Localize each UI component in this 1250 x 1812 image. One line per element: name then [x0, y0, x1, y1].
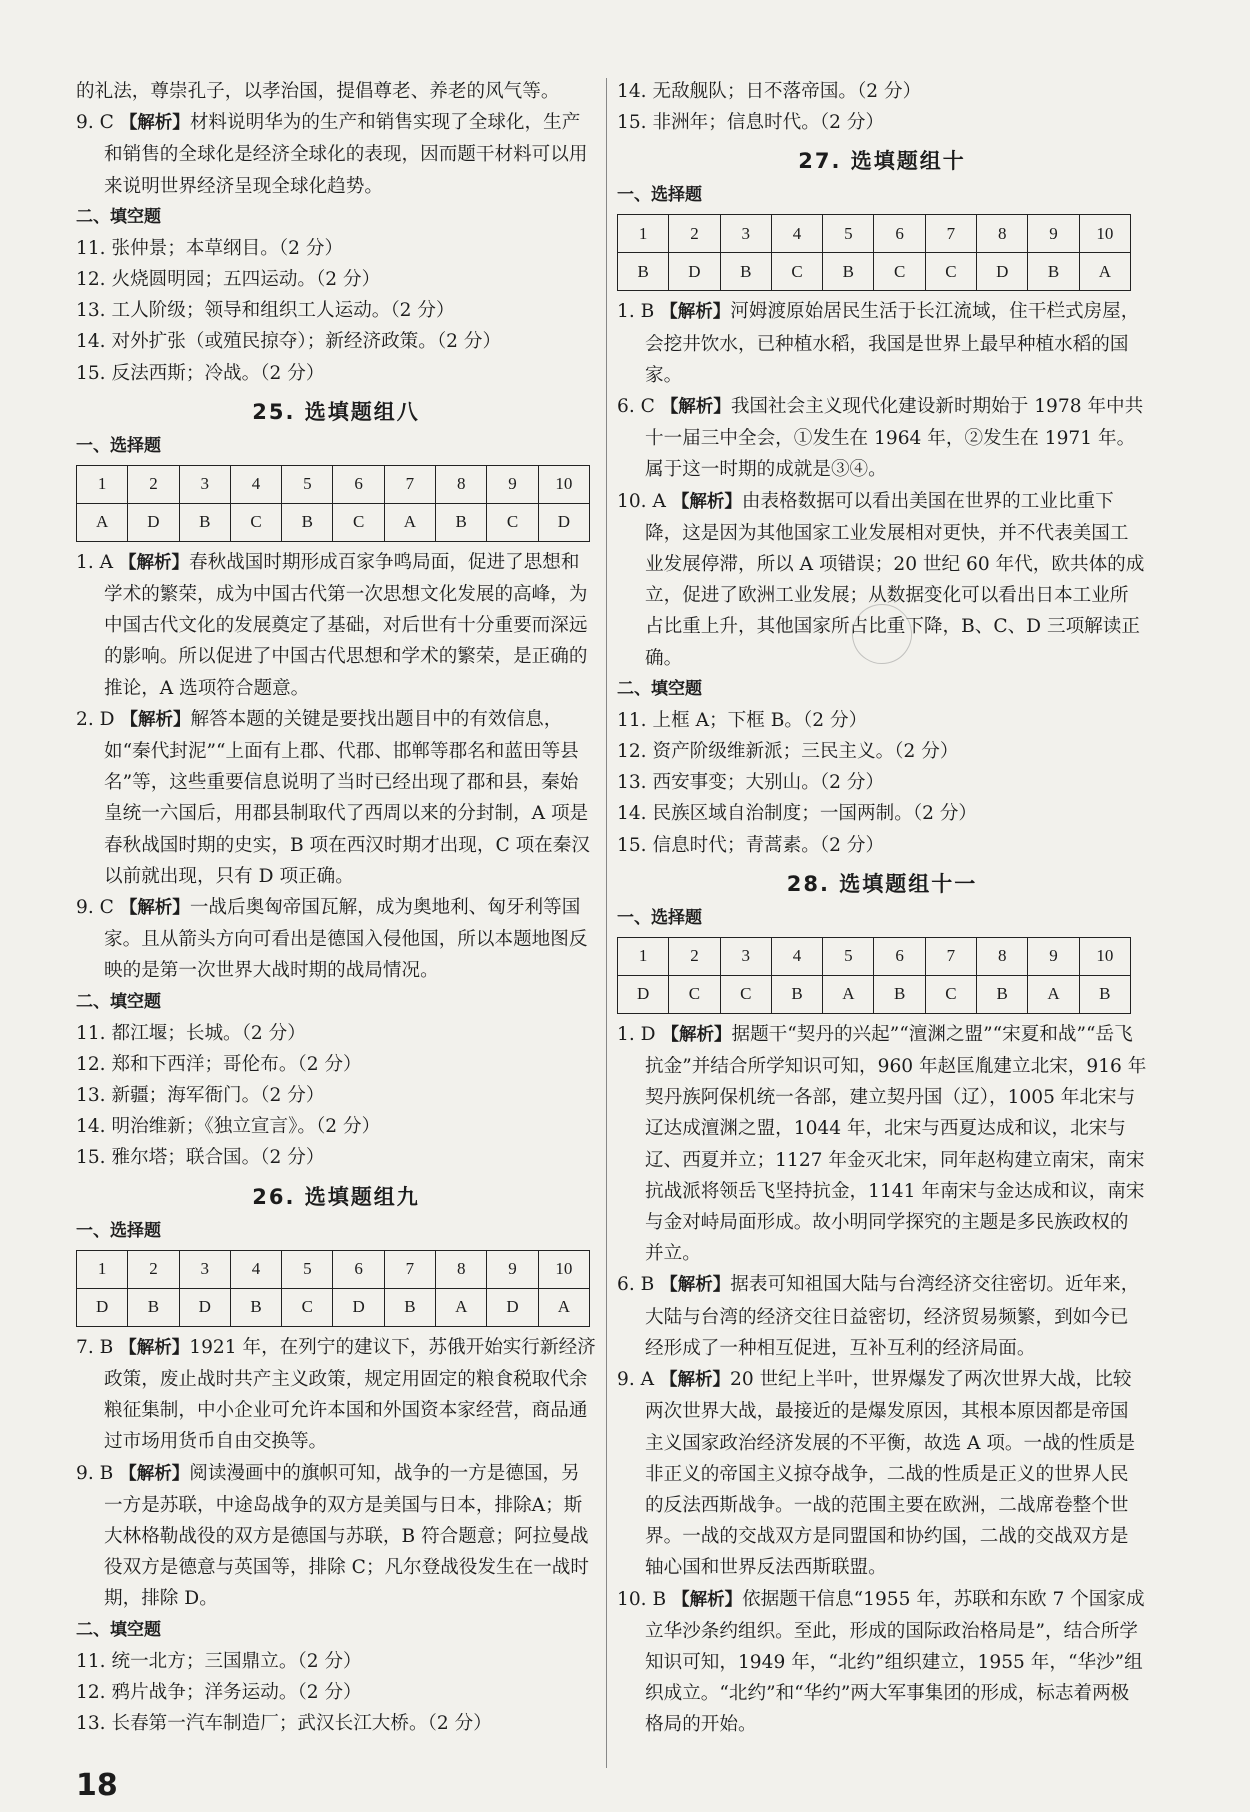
- table-cell: 1: [618, 937, 669, 975]
- fill-item: 15. 反法西斯；冷战。（2 分）: [76, 362, 325, 384]
- table-cell: 6: [874, 937, 925, 975]
- fill-item: 15. 非洲年；信息时代。（2 分）: [617, 112, 885, 134]
- table-cell: D: [128, 503, 179, 541]
- answer-explanation: 1. D 【解析】据题干“契丹的兴起”“澶渊之盟”“宋夏和战”“岳飞抗金”并结合所学知识可知，960 年赵匡胤建立北宋，916 年契丹族阿保机统一各部，建立契丹国（辽），1005 年北宋与辽达成澶渊之盟，1044 年，北宋与西夏达成和议，北宋与辽、西夏并立；1127 年金灭北宋，同年赵构建立南宋，南宋抗战派将领岳飞坚持抗金，1141 年南宋与金达成和议，南宋与金对峙局面形成。故小明同学探究的主题是多民族政权的并立。: [617, 1023, 1147, 1265]
- table-cell: 10: [1079, 937, 1130, 975]
- section-label: 二、填空题: [76, 206, 161, 227]
- fill-item: 12. 郑和下西洋；哥伦布。（2 分）: [76, 1053, 362, 1075]
- group-title: 26. 选填题组九: [252, 1184, 420, 1209]
- table-cell: 2: [669, 937, 720, 975]
- table-cell: B: [230, 1288, 281, 1326]
- table-cell: 2: [669, 215, 720, 253]
- group-title: 28. 选填题组十一: [786, 871, 978, 896]
- fill-list: [617, 76, 1147, 138]
- table-cell: 10: [538, 465, 589, 503]
- explanation-list: [76, 547, 596, 987]
- answer-explanation: 1. B 【解析】河姆渡原始居民生活于长江流域，住干栏式房屋，会挖井饮水，已种植水稻，我国是世界上最早种植水稻的国家。: [617, 301, 1140, 386]
- table-answer-row: [618, 975, 1131, 1013]
- fill-item: 14. 明治维新；《独立宣言》。（2 分）: [76, 1116, 381, 1138]
- table-cell: B: [720, 253, 771, 291]
- table-cell: D: [618, 975, 669, 1013]
- answer-explanation: 10. A 【解析】由表格数据可以看出美国在世界的工业比重下降，这是因为其他国家工业发展相对更快，并不代表美国工业发展停滞，所以 A 项错误；20 世纪 60 年代，欧共体的成立，促进了欧洲工业发展；从数据变化可以看出日本工业所占比重上升，其他国家所占比重下降，B、C、D 三项解读正确。: [617, 490, 1145, 669]
- table-cell: B: [874, 975, 925, 1013]
- table-cell: 4: [230, 465, 281, 503]
- fill-item: 12. 火烧圆明园；五四运动。（2 分）: [76, 269, 381, 291]
- answer-table: [76, 465, 590, 542]
- table-cell: C: [771, 253, 822, 291]
- section-label: 二、填空题: [76, 991, 161, 1012]
- answer-table: [617, 214, 1131, 291]
- table-answer-row: [77, 503, 590, 541]
- explanation-list: [76, 1332, 596, 1615]
- table-header-row: [618, 215, 1131, 253]
- fill-item: 12. 鸦片战争；洋务运动。（2 分）: [76, 1681, 362, 1703]
- table-cell: C: [669, 975, 720, 1013]
- answer-explanation: 9. B 【解析】阅读漫画中的旗帜可知，战争的一方是德国，另一方是苏联，中途岛战争的双方是美国与日本，排除A；斯大林格勒战役的双方是德国与苏联，B 符合题意；阿拉曼战役双方是德意与英国等，排除 C；凡尔登战役发生在一战时期，排除 D。: [76, 1462, 589, 1610]
- table-cell: B: [179, 503, 230, 541]
- answer-explanation: 7. B 【解析】1921 年，在列宁的建议下，苏俄开始实行新经济政策，废止战时共产主义政策，规定用固定的粮食税取代余粮征集制，中小企业可允许本国和外国资本家经营，商品通过市场用货币自由交换等。: [76, 1336, 596, 1453]
- answer-explanation: 6. B 【解析】据表可知祖国大陆与台湾经济交往密切。近年来，大陆与台湾的经济交往日益密切，经济贸易频繁，到如今已经形成了一种相互促进，互补互利的经济局面。: [617, 1274, 1140, 1359]
- section-label: 一、选择题: [76, 435, 161, 456]
- table-cell: B: [977, 975, 1028, 1013]
- table-cell: 1: [77, 1250, 128, 1288]
- table-cell: 5: [823, 937, 874, 975]
- table-cell: A: [384, 503, 435, 541]
- table-cell: 7: [925, 937, 976, 975]
- table-cell: 3: [720, 937, 771, 975]
- table-header-row: [618, 937, 1131, 975]
- answer-table: [76, 1250, 590, 1327]
- table-cell: B: [771, 975, 822, 1013]
- fill-item: 13. 西安事变；大别山。（2 分）: [617, 772, 885, 794]
- table-cell: 3: [179, 465, 230, 503]
- fill-item: 14. 无敌舰队；日不落帝国。（2 分）: [617, 81, 922, 102]
- section-label: 二、填空题: [76, 1619, 161, 1640]
- table-cell: A: [1079, 253, 1130, 291]
- table-cell: 5: [823, 215, 874, 253]
- table-cell: 9: [487, 1250, 538, 1288]
- fill-item: 12. 资产阶级维新派；三民主义。（2 分）: [617, 741, 959, 763]
- fill-item: 13. 新疆；海军衙门。（2 分）: [76, 1085, 325, 1107]
- fill-item: 13. 工人阶级；领导和组织工人运动。（2 分）: [76, 300, 455, 322]
- table-cell: C: [282, 1288, 333, 1326]
- fill-list: [76, 1646, 596, 1740]
- table-cell: 8: [977, 215, 1028, 253]
- table-answer-row: [618, 253, 1131, 291]
- table-cell: 8: [436, 1250, 487, 1288]
- page-number: 18: [76, 1768, 118, 1803]
- table-cell: C: [925, 975, 976, 1013]
- table-cell: 1: [77, 465, 128, 503]
- table-cell: B: [1079, 975, 1130, 1013]
- table-cell: 1: [618, 215, 669, 253]
- table-cell: 9: [1028, 937, 1079, 975]
- table-cell: 6: [333, 1250, 384, 1288]
- table-cell: B: [436, 503, 487, 541]
- table-cell: 6: [333, 465, 384, 503]
- column-divider: [606, 78, 607, 1768]
- right-column: [617, 76, 1147, 1741]
- fill-item: 15. 雅尔塔；联合国。（2 分）: [76, 1147, 325, 1169]
- table-cell: C: [925, 253, 976, 291]
- table-cell: A: [77, 503, 128, 541]
- fill-item: 11. 统一北方；三国鼎立。（2 分）: [76, 1650, 362, 1672]
- table-cell: C: [333, 503, 384, 541]
- group-title: 27. 选填题组十: [798, 149, 966, 174]
- table-cell: D: [77, 1288, 128, 1326]
- fill-list: [76, 233, 596, 389]
- table-cell: D: [669, 253, 720, 291]
- answer-explanation: 10. B 【解析】依据题干信息“1955 年，苏联和东欧 7 个国家成立华沙条约组织。至此，形成的国际政治格局是”，结合所学知识可知，1949 年，“北约”组织建立，1955 年，“华沙”组织成立。“北约”和“华约”两大军事集团的形成，标志着两极格局的开始。: [617, 1588, 1145, 1736]
- table-cell: 9: [487, 465, 538, 503]
- table-cell: D: [333, 1288, 384, 1326]
- section-label: 一、选择题: [617, 185, 702, 206]
- table-cell: 7: [384, 465, 435, 503]
- answer-explanation: 1. A 【解析】春秋战国时期形成百家争鸣局面，促进了思想和学术的繁荣，成为中国古代第一次思想文化发展的高峰，为中国古代文化的发展奠定了基础，对后世有十分重要而深远的影响。所以促进了中国古代思想和学术的繁荣，是正确的推论，A 选项符合题意。: [76, 551, 588, 699]
- table-cell: 8: [977, 937, 1028, 975]
- table-header-row: [77, 1250, 590, 1288]
- fill-list: [76, 1018, 596, 1174]
- table-cell: D: [179, 1288, 230, 1326]
- table-cell: C: [487, 503, 538, 541]
- fill-item: 11. 张仲景；本草纲目。（2 分）: [76, 237, 344, 259]
- table-cell: B: [1028, 253, 1079, 291]
- section-label: 一、选择题: [617, 907, 702, 928]
- left-column: [76, 76, 596, 1739]
- table-cell: 7: [384, 1250, 435, 1288]
- answer-explanation: 2. D 【解析】解答本题的关键是要找出题目中的有效信息，如“秦代封泥”“上面有上郡、代郡、邯郸等郡名和蓝田等县名”等，这些重要信息说明了当时已经出现了郡和县，秦始皇统一六国后，用郡县制取代了西周以来的分封制，A 项是春秋战国时期的史实，B 项在西汉时期才出现，C 项在秦汉以前就出现，只有 D 项正确。: [76, 708, 590, 887]
- table-cell: A: [1028, 975, 1079, 1013]
- fill-item: 14. 对外扩张（或殖民掠夺）；新经济政策。（2 分）: [76, 331, 502, 353]
- section-label: 二、填空题: [617, 678, 702, 699]
- answer-explanation: 9. A 【解析】20 世纪上半叶，世界爆发了两次世界大战，比较两次世界大战，最接近的是爆发原因，其根本原因都是帝国主义国家政治经济发展的不平衡，故选 A 项。一战的性质是非正义的帝国主义掠夺战争，二战的性质是正义的世界人民的反法西斯战争。一战的范围主要在欧洲，二战席卷整个世界。一战的交战双方是同盟国和协约国，二战的交战双方是轴心国和世界反法西斯联盟。: [617, 1369, 1136, 1579]
- answer-explanation: 6. C 【解析】我国社会主义现代化建设新时期始于 1978 年中共十一届三中全会，①发生在 1964 年，②发生在 1971 年。属于这一时期的成就是③④。: [617, 396, 1144, 481]
- table-cell: A: [436, 1288, 487, 1326]
- table-cell: 3: [720, 215, 771, 253]
- fill-list: [617, 705, 1147, 861]
- answer-table: [617, 937, 1131, 1014]
- table-header-row: [77, 465, 590, 503]
- table-cell: 3: [179, 1250, 230, 1288]
- table-cell: D: [977, 253, 1028, 291]
- table-answer-row: [77, 1288, 590, 1326]
- answer-explanation: 9. C 【解析】一战后奥匈帝国瓦解，成为奥地利、匈牙利等国家。且从箭头方向可看出是德国入侵他国，所以本题地图反映的是第一次世界大战时期的战局情况。: [76, 897, 588, 982]
- fill-item: 11. 都江堰；长城。（2 分）: [76, 1022, 306, 1044]
- table-cell: 6: [874, 215, 925, 253]
- table-cell: 9: [1028, 215, 1079, 253]
- table-cell: 4: [771, 215, 822, 253]
- table-cell: 2: [128, 1250, 179, 1288]
- table-cell: B: [823, 253, 874, 291]
- table-cell: C: [720, 975, 771, 1013]
- table-cell: 8: [436, 465, 487, 503]
- table-cell: 10: [538, 1250, 589, 1288]
- table-cell: 4: [771, 937, 822, 975]
- table-cell: 4: [230, 1250, 281, 1288]
- table-cell: D: [487, 1288, 538, 1326]
- table-cell: 5: [282, 1250, 333, 1288]
- fill-item: 14. 民族区域自治制度；一国两制。（2 分）: [617, 803, 978, 825]
- table-cell: B: [618, 253, 669, 291]
- fill-item: 15. 信息时代；青蒿素。（2 分）: [617, 834, 885, 856]
- table-cell: B: [384, 1288, 435, 1326]
- fill-item: 11. 上框 A；下框 B。（2 分）: [617, 709, 868, 731]
- table-cell: D: [538, 503, 589, 541]
- answer-explanation: 9. C 【解析】材料说明华为的生产和销售实现了全球化，生产和销售的全球化是经济全球化的表现，因而题干材料可以用来说明世界经济呈现全球化趋势。: [76, 112, 588, 197]
- table-cell: 10: [1079, 215, 1130, 253]
- table-cell: 2: [128, 465, 179, 503]
- explanation-list: [617, 1019, 1147, 1741]
- intro-text: 的礼法，尊崇孔子，以孝治国，提倡尊老、养老的风气等。: [76, 81, 560, 102]
- table-cell: A: [823, 975, 874, 1013]
- section-label: 一、选择题: [76, 1220, 161, 1241]
- table-cell: C: [874, 253, 925, 291]
- group-title: 25. 选填题组八: [252, 399, 420, 424]
- table-cell: A: [538, 1288, 589, 1326]
- table-cell: 7: [925, 215, 976, 253]
- fill-item: 13. 长春第一汽车制造厂；武汉长江大桥。（2 分）: [76, 1712, 492, 1734]
- table-cell: 5: [282, 465, 333, 503]
- table-cell: B: [282, 503, 333, 541]
- table-cell: C: [230, 503, 281, 541]
- table-cell: B: [128, 1288, 179, 1326]
